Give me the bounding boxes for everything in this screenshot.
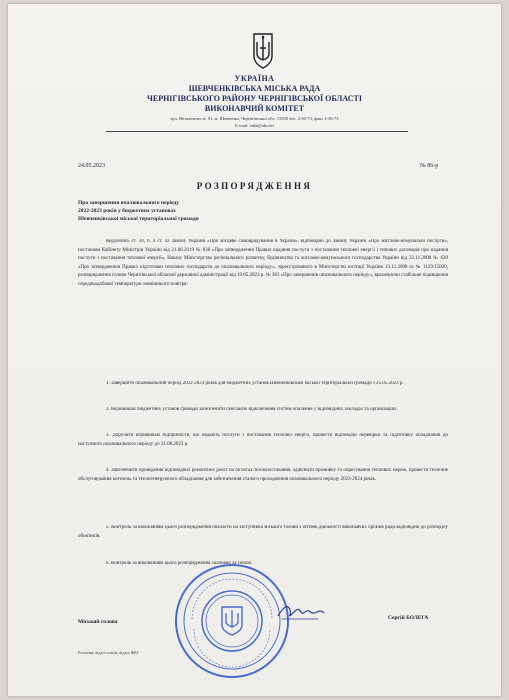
order-date: 24.05.2023 bbox=[78, 163, 105, 169]
order-number: № 86-р bbox=[420, 163, 439, 169]
header-council: ШЕВЧЕНКІВСЬКА МІСЬКА РАДА bbox=[188, 84, 321, 93]
document-title: РОЗПОРЯДЖЕННЯ bbox=[196, 181, 313, 191]
order-item: 1. Завершити опалювальний період 2022-2023 років для бюджетних установ Шевченківської міської територіальної громади з 25.05.2023 р. bbox=[106, 381, 404, 386]
order-item: 6. Контроль за виконанням цього розпорядження залишаю за собою. bbox=[106, 561, 253, 566]
intro-paragraph: Керуючись ст. 30, п. 4 ст. 42 Закону України «Про місцеве самоврядування в Україні», відповідно до Закону України «Про житлово-комунальні послуги», постанови Кабінету Міністрів України від 21.08.2019 № 830 «Про затвердження Правил надання послуги з постачання теплової енергії і типових договорів про надання послуги з постачання теплової енергії», Наказу Міністерства регіонального розвитку, будівництва та житлово-комунального господарства України від 22.11.2008 № 620 «Про затвердження Правил підготовки теплових господарств до опалювального періоду», зареєстрованого в Міністерстві юстиції України 13.11.2008 за № 1129/15820, розпорядження голови Чернігівської обласної державної адміністрації від 19.05.2023 р. № 383 «Про завершення опалювального періоду», враховуючи стабільне підвищення середньодобової температури зовнішнього повітря: bbox=[78, 239, 448, 287]
document-page bbox=[8, 4, 501, 696]
header-committee: ВИКОНАВЧИЙ КОМІТЕТ bbox=[204, 104, 305, 113]
handwritten-signature-icon bbox=[276, 600, 326, 622]
subject-line: 2022-2023 років у бюджетних установах bbox=[78, 208, 176, 214]
order-item: 4. Забезпечити проведення відповідних ремонтних робіт на об'єктах теплопостачання, здійснити промивку та опресування теплових мереж, провести технічне обслуговування котелень та теплогенеруючого обладнання для забезпечення сталого проходження опалювального періоду 2023-2024 років. bbox=[78, 468, 448, 482]
header-email: E-mail: rada@ukr.net bbox=[235, 123, 274, 128]
distribution-note: Розсилка: відділ освіти, відділ ЖКГ bbox=[78, 650, 140, 655]
signatory-title: Міський голова bbox=[78, 619, 118, 625]
ukraine-trident-emblem-icon bbox=[251, 32, 275, 70]
subject-line: Про завершення опалювального періоду bbox=[78, 200, 180, 206]
order-item: 2. Керівникам бюджетних установ громади забезпечити своєчасне відключення систем опалення у відповідних закладах та організаціях. bbox=[106, 407, 398, 412]
signatory-name: Сергій БОЛЕГА bbox=[388, 615, 429, 621]
header-divider bbox=[106, 131, 408, 132]
header-address: вул. Незалежності, 91, м. Шевченко, Чернігівської обл. 15500 тел. 2-30-73, факс 2-30-73 bbox=[170, 116, 339, 121]
order-item: 5. Контроль за виконанням цього розпорядження покласти на заступника міського голови з питань діяльності виконавчих органів ради відповідно до розподілу обов'язків. bbox=[78, 525, 448, 539]
header-district: ЧЕРНІГІВСЬКОГО РАЙОНУ ЧЕРНІГІВСЬКОЇ ОБЛАСТІ bbox=[146, 94, 362, 103]
header-country: УКРАЇНА bbox=[234, 74, 275, 83]
subject-line: Шевченківської міської територіальної громади bbox=[78, 216, 199, 222]
order-item: 3. Доручити керівникам підприємств, що надають послуги з постачання теплової енергії, провести відповідні перевірки та підготовку обладнання до наступного опалювального періоду до 31.08.2023 р. bbox=[78, 433, 448, 447]
